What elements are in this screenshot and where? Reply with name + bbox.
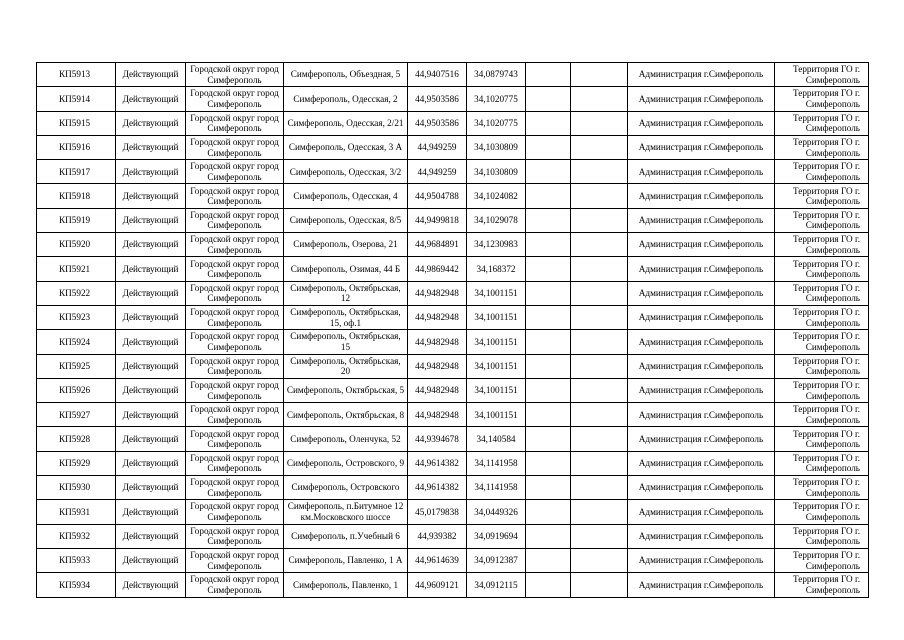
cell-territory: Территория ГО г. Симферополь — [775, 208, 869, 232]
cell-admin: Администрация г.Симферополь — [628, 184, 775, 208]
cell-status: Действующий — [116, 208, 186, 232]
cell-admin: Администрация г.Симферополь — [628, 548, 775, 572]
cell-okrug: Городской округ город Симферополь — [186, 184, 284, 208]
cell-address: Симферополь, Одесская, 3/2 — [284, 160, 408, 184]
cell-empty-7 — [526, 257, 571, 281]
cell-empty-8 — [571, 476, 628, 500]
cell-address: Симферополь, Озерова, 21 — [284, 233, 408, 257]
cell-empty-8 — [571, 354, 628, 378]
cell-empty-8 — [571, 160, 628, 184]
cell-okrug: Городской округ город Симферополь — [186, 573, 284, 597]
cell-address: Симферополь, Октябрьская, 5 — [284, 378, 408, 402]
cell-territory: Территория ГО г. Симферополь — [775, 63, 869, 87]
cell-okrug: Городской округ город Симферополь — [186, 403, 284, 427]
cell-address: Симферополь, Октябрьская, 12 — [284, 281, 408, 305]
cell-empty-7 — [526, 305, 571, 329]
cell-admin: Администрация г.Симферополь — [628, 160, 775, 184]
cell-status: Действующий — [116, 354, 186, 378]
cell-longitude: 34,1001151 — [467, 330, 526, 354]
table-row — [37, 354, 869, 378]
cell-territory: Территория ГО г. Симферополь — [775, 111, 869, 135]
cell-code: КП5918 — [37, 184, 116, 208]
cell-address: Симферополь, Октябрьская, 20 — [284, 354, 408, 378]
cell-code: КП5926 — [37, 378, 116, 402]
cell-latitude: 44,9482948 — [408, 403, 467, 427]
cell-empty-8 — [571, 184, 628, 208]
cell-longitude: 34,0912115 — [467, 573, 526, 597]
cell-address: Симферополь, Октябрьская, 15, оф.1 — [284, 305, 408, 329]
cell-empty-8 — [571, 427, 628, 451]
cell-latitude: 44,9499818 — [408, 208, 467, 232]
cell-admin: Администрация г.Симферополь — [628, 330, 775, 354]
cell-okrug: Городской округ город Симферополь — [186, 354, 284, 378]
cell-latitude: 44,949259 — [408, 160, 467, 184]
table-row — [37, 160, 869, 184]
cell-latitude: 44,939382 — [408, 524, 467, 548]
cell-empty-7 — [526, 476, 571, 500]
cell-admin: Администрация г.Симферополь — [628, 135, 775, 159]
cell-status: Действующий — [116, 573, 186, 597]
cell-okrug: Городской округ город Симферополь — [186, 111, 284, 135]
cell-longitude: 34,1029078 — [467, 208, 526, 232]
cell-okrug: Городской округ город Симферополь — [186, 305, 284, 329]
cell-latitude: 44,9482948 — [408, 354, 467, 378]
cell-longitude: 34,1030809 — [467, 135, 526, 159]
cell-latitude: 44,9503586 — [408, 87, 467, 111]
cell-empty-8 — [571, 573, 628, 597]
table-row — [37, 233, 869, 257]
cell-code: КП5921 — [37, 257, 116, 281]
cell-code: КП5913 — [37, 63, 116, 87]
cell-address: Симферополь, Октябрьская, 15 — [284, 330, 408, 354]
cell-address: Симферополь, Островского, 9 — [284, 451, 408, 475]
cell-empty-8 — [571, 111, 628, 135]
table-row — [37, 476, 869, 500]
cell-empty-7 — [526, 354, 571, 378]
cell-empty-7 — [526, 451, 571, 475]
cell-territory: Территория ГО г. Симферополь — [775, 233, 869, 257]
cell-empty-8 — [571, 500, 628, 524]
cell-okrug: Городской округ город Симферополь — [186, 160, 284, 184]
cell-address: Симферополь, Озимая, 44 Б — [284, 257, 408, 281]
cell-code: КП5919 — [37, 208, 116, 232]
cell-longitude: 34,1001151 — [467, 281, 526, 305]
cell-territory: Территория ГО г. Симферополь — [775, 160, 869, 184]
cell-okrug: Городской округ город Симферополь — [186, 476, 284, 500]
cell-okrug: Городской округ город Симферополь — [186, 63, 284, 87]
cell-empty-7 — [526, 500, 571, 524]
cell-okrug: Городской округ город Симферополь — [186, 451, 284, 475]
cell-empty-8 — [571, 378, 628, 402]
cell-empty-8 — [571, 208, 628, 232]
cell-longitude: 34,1024082 — [467, 184, 526, 208]
cell-empty-8 — [571, 524, 628, 548]
cell-territory: Территория ГО г. Симферополь — [775, 184, 869, 208]
cell-territory: Территория ГО г. Симферополь — [775, 305, 869, 329]
cell-longitude: 34,168372 — [467, 257, 526, 281]
cell-empty-7 — [526, 281, 571, 305]
table-row — [37, 281, 869, 305]
cell-code: КП5931 — [37, 500, 116, 524]
cell-territory: Территория ГО г. Симферополь — [775, 87, 869, 111]
cell-latitude: 44,9407516 — [408, 63, 467, 87]
cell-code: КП5922 — [37, 281, 116, 305]
cell-address: Симферополь, п.Учебный 6 — [284, 524, 408, 548]
cell-admin: Администрация г.Симферополь — [628, 476, 775, 500]
cell-address: Симферополь, Одесская, 2 — [284, 87, 408, 111]
cell-latitude: 44,9394678 — [408, 427, 467, 451]
table-row — [37, 135, 869, 159]
cell-status: Действующий — [116, 305, 186, 329]
cell-territory: Территория ГО г. Симферополь — [775, 378, 869, 402]
cell-code: КП5925 — [37, 354, 116, 378]
cell-status: Действующий — [116, 160, 186, 184]
cell-empty-8 — [571, 305, 628, 329]
cell-latitude: 44,9614382 — [408, 476, 467, 500]
cell-territory: Территория ГО г. Симферополь — [775, 354, 869, 378]
cell-latitude: 44,9614382 — [408, 451, 467, 475]
cell-status: Действующий — [116, 548, 186, 572]
cell-latitude: 44,9614639 — [408, 548, 467, 572]
cell-okrug: Городской округ город Симферополь — [186, 427, 284, 451]
cell-latitude: 44,9609121 — [408, 573, 467, 597]
table-row — [37, 257, 869, 281]
cell-status: Действующий — [116, 524, 186, 548]
cell-territory: Территория ГО г. Симферополь — [775, 500, 869, 524]
cell-empty-7 — [526, 330, 571, 354]
cell-empty-7 — [526, 160, 571, 184]
table-row — [37, 305, 869, 329]
cell-empty-8 — [571, 233, 628, 257]
cell-admin: Администрация г.Симферополь — [628, 111, 775, 135]
cell-longitude: 34,0449326 — [467, 500, 526, 524]
table-row — [37, 573, 869, 597]
table-row — [37, 548, 869, 572]
cell-code: КП5928 — [37, 427, 116, 451]
cell-territory: Территория ГО г. Симферополь — [775, 476, 869, 500]
table-row — [37, 184, 869, 208]
cell-status: Действующий — [116, 281, 186, 305]
cell-empty-7 — [526, 135, 571, 159]
cell-territory: Территория ГО г. Симферополь — [775, 451, 869, 475]
cell-empty-7 — [526, 208, 571, 232]
cell-empty-8 — [571, 257, 628, 281]
cell-okrug: Городской округ город Симферополь — [186, 135, 284, 159]
cell-admin: Администрация г.Симферополь — [628, 403, 775, 427]
cell-okrug: Городской округ город Симферополь — [186, 548, 284, 572]
cell-empty-7 — [526, 524, 571, 548]
cell-code: КП5917 — [37, 160, 116, 184]
cell-address: Симферополь, Островского — [284, 476, 408, 500]
cell-status: Действующий — [116, 330, 186, 354]
cell-status: Действующий — [116, 500, 186, 524]
cell-empty-7 — [526, 378, 571, 402]
cell-code: КП5924 — [37, 330, 116, 354]
cell-admin: Администрация г.Симферополь — [628, 87, 775, 111]
cell-status: Действующий — [116, 233, 186, 257]
cell-code: КП5920 — [37, 233, 116, 257]
cell-empty-8 — [571, 63, 628, 87]
cell-okrug: Городской округ город Симферополь — [186, 330, 284, 354]
cell-territory: Территория ГО г. Симферополь — [775, 135, 869, 159]
cell-territory: Территория ГО г. Симферополь — [775, 403, 869, 427]
cell-address: Симферополь, Одесская, 3 А — [284, 135, 408, 159]
cell-status: Действующий — [116, 427, 186, 451]
cell-admin: Администрация г.Симферополь — [628, 208, 775, 232]
cell-longitude: 34,1020775 — [467, 111, 526, 135]
cell-empty-8 — [571, 330, 628, 354]
cell-code: КП5923 — [37, 305, 116, 329]
cell-longitude: 34,1141958 — [467, 476, 526, 500]
cell-okrug: Городской округ город Симферополь — [186, 233, 284, 257]
cell-empty-7 — [526, 87, 571, 111]
cell-address: Симферополь, п.Битумное 12 км.Московского шоссе — [284, 500, 408, 524]
cell-status: Действующий — [116, 476, 186, 500]
table-row — [37, 378, 869, 402]
cell-status: Действующий — [116, 63, 186, 87]
cell-address: Симферополь, Павленко, 1 — [284, 573, 408, 597]
cell-status: Действующий — [116, 403, 186, 427]
cell-okrug: Городской округ город Симферополь — [186, 524, 284, 548]
cell-empty-7 — [526, 573, 571, 597]
cell-status: Действующий — [116, 111, 186, 135]
cell-code: КП5915 — [37, 111, 116, 135]
cell-longitude: 34,1230983 — [467, 233, 526, 257]
cell-longitude: 34,1001151 — [467, 354, 526, 378]
cell-admin: Администрация г.Симферополь — [628, 257, 775, 281]
cell-longitude: 34,1030809 — [467, 160, 526, 184]
cell-empty-8 — [571, 403, 628, 427]
table-row — [37, 524, 869, 548]
cell-code: КП5934 — [37, 573, 116, 597]
cell-admin: Администрация г.Симферополь — [628, 354, 775, 378]
cell-territory: Территория ГО г. Симферополь — [775, 524, 869, 548]
cell-code: КП5932 — [37, 524, 116, 548]
cell-status: Действующий — [116, 87, 186, 111]
cell-empty-8 — [571, 135, 628, 159]
cell-longitude: 34,140584 — [467, 427, 526, 451]
cell-empty-7 — [526, 427, 571, 451]
cell-latitude: 44,9482948 — [408, 305, 467, 329]
cell-empty-7 — [526, 403, 571, 427]
cell-latitude: 44,9482948 — [408, 281, 467, 305]
cell-latitude: 44,9869442 — [408, 257, 467, 281]
cell-empty-7 — [526, 111, 571, 135]
cell-latitude: 44,9503586 — [408, 111, 467, 135]
cell-admin: Администрация г.Симферополь — [628, 63, 775, 87]
cell-empty-7 — [526, 233, 571, 257]
cell-code: КП5927 — [37, 403, 116, 427]
cell-status: Действующий — [116, 378, 186, 402]
cell-longitude: 34,1141958 — [467, 451, 526, 475]
cell-empty-7 — [526, 548, 571, 572]
cell-code: КП5914 — [37, 87, 116, 111]
cell-empty-8 — [571, 87, 628, 111]
cell-okrug: Городской округ город Симферополь — [186, 500, 284, 524]
cell-address: Симферополь, Оленчука, 52 — [284, 427, 408, 451]
cell-latitude: 44,9684891 — [408, 233, 467, 257]
cell-address: Симферополь, Объездная, 5 — [284, 63, 408, 87]
cell-code: КП5933 — [37, 548, 116, 572]
cell-longitude: 34,1001151 — [467, 403, 526, 427]
cell-code: КП5930 — [37, 476, 116, 500]
table-row — [37, 427, 869, 451]
cell-status: Действующий — [116, 257, 186, 281]
cell-admin: Администрация г.Симферополь — [628, 524, 775, 548]
cell-latitude: 44,9482948 — [408, 330, 467, 354]
table-row — [37, 500, 869, 524]
cell-empty-7 — [526, 63, 571, 87]
cell-territory: Территория ГО г. Симферополь — [775, 573, 869, 597]
cell-latitude: 44,9482948 — [408, 378, 467, 402]
table-row — [37, 403, 869, 427]
cell-latitude: 45,0179838 — [408, 500, 467, 524]
cell-status: Действующий — [116, 135, 186, 159]
cell-okrug: Городской округ город Симферополь — [186, 257, 284, 281]
cell-admin: Администрация г.Симферополь — [628, 305, 775, 329]
table-row — [37, 111, 869, 135]
cell-empty-8 — [571, 451, 628, 475]
table-row — [37, 330, 869, 354]
table-body — [37, 63, 869, 598]
cell-longitude: 34,1001151 — [467, 305, 526, 329]
cell-admin: Администрация г.Симферополь — [628, 427, 775, 451]
cell-territory: Территория ГО г. Симферополь — [775, 281, 869, 305]
cell-admin: Администрация г.Симферополь — [628, 500, 775, 524]
cell-status: Действующий — [116, 451, 186, 475]
table-row — [37, 87, 869, 111]
cell-longitude: 34,0879743 — [467, 63, 526, 87]
cell-admin: Администрация г.Симферополь — [628, 451, 775, 475]
cell-address: Симферополь, Одесская, 2/21 — [284, 111, 408, 135]
cell-code: КП5929 — [37, 451, 116, 475]
cell-admin: Администрация г.Симферополь — [628, 233, 775, 257]
cell-admin: Администрация г.Симферополь — [628, 378, 775, 402]
cell-okrug: Городской округ город Симферополь — [186, 378, 284, 402]
cell-address: Симферополь, Павленко, 1 А — [284, 548, 408, 572]
cell-admin: Администрация г.Симферополь — [628, 281, 775, 305]
cell-latitude: 44,949259 — [408, 135, 467, 159]
cell-longitude: 34,0912387 — [467, 548, 526, 572]
cell-okrug: Городской округ город Симферополь — [186, 208, 284, 232]
cell-address: Симферополь, Одесская, 8/5 — [284, 208, 408, 232]
cell-latitude: 44,9504788 — [408, 184, 467, 208]
cell-territory: Территория ГО г. Симферополь — [775, 257, 869, 281]
table-row — [37, 208, 869, 232]
cell-okrug: Городской округ город Симферополь — [186, 281, 284, 305]
cell-empty-8 — [571, 548, 628, 572]
cell-address: Симферополь, Октябрьская, 8 — [284, 403, 408, 427]
cell-longitude: 34,1020775 — [467, 87, 526, 111]
cell-longitude: 34,1001151 — [467, 378, 526, 402]
cell-okrug: Городской округ город Симферополь — [186, 87, 284, 111]
cell-address: Симферополь, Одесская, 4 — [284, 184, 408, 208]
cell-territory: Территория ГО г. Симферополь — [775, 427, 869, 451]
cell-empty-7 — [526, 184, 571, 208]
cell-empty-8 — [571, 281, 628, 305]
registry-table — [36, 62, 869, 598]
cell-longitude: 34,0919694 — [467, 524, 526, 548]
table-row — [37, 451, 869, 475]
cell-territory: Территория ГО г. Симферополь — [775, 548, 869, 572]
table-row — [37, 63, 869, 87]
cell-status: Действующий — [116, 184, 186, 208]
cell-admin: Администрация г.Симферополь — [628, 573, 775, 597]
cell-territory: Территория ГО г. Симферополь — [775, 330, 869, 354]
cell-code: КП5916 — [37, 135, 116, 159]
